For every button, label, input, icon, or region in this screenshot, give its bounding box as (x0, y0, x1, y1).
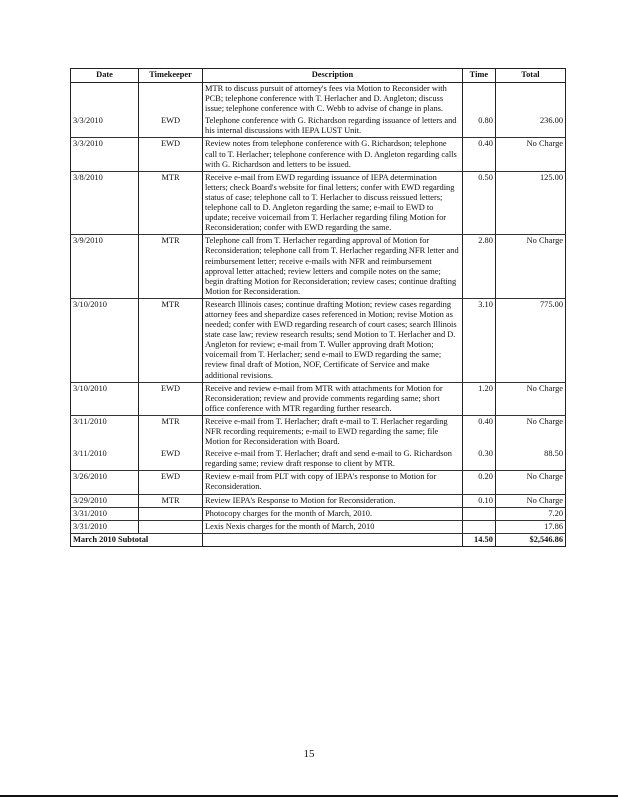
subtotal-row (71, 533, 566, 546)
row-total: 17.86 (495, 520, 565, 533)
row-time: 0.80 (462, 115, 495, 138)
row-timekeeper (139, 507, 203, 520)
bottom-rule (0, 795, 618, 797)
table-row (71, 235, 566, 299)
row-total: No Charge (495, 382, 565, 415)
row-timekeeper: MTR (139, 415, 203, 448)
row-total: No Charge (495, 494, 565, 507)
row-time (462, 83, 495, 116)
row-total: 88.50 (495, 448, 565, 471)
row-timekeeper: EWD (139, 382, 203, 415)
table-row (71, 520, 566, 533)
row-date: 3/31/2010 (71, 507, 139, 520)
row-description: Review IEPA's Response to Motion for Reconsideration. (203, 494, 463, 507)
row-description: Research Illinois cases; continue drafting Motion; review cases regarding attorney fees and shepardize cases referenced in Motion; revise Motion as needed; confer with EWD regarding research of court cases; search Illinois state case law; review research results; send Motion to T. Herlacher and D. Angleton for review; e-mail from T. Wuller approving draft Motion; voicemail from T. Herlacher; send e-mail to EWD regarding the same; review final draft of Motion, NOF, Certificate of Service and make additional revisions. (203, 298, 463, 382)
row-time (462, 520, 495, 533)
row-description: MTR to discuss pursuit of attorney's fees via Motion to Reconsider with PCB; telephone conference with T. Herlacher and D. Angleton; discuss issue; telephone conference with C. Webb to advise of change in plans. (203, 83, 463, 116)
row-date: 3/10/2010 (71, 382, 139, 415)
row-date: 3/31/2010 (71, 520, 139, 533)
row-timekeeper: MTR (139, 298, 203, 382)
row-total: No Charge (495, 415, 565, 448)
table-row (71, 298, 566, 382)
table-row (71, 83, 566, 116)
table-row (71, 115, 566, 138)
row-description: Photocopy charges for the month of March, 2010. (203, 507, 463, 520)
row-description: Review notes from telephone conference with G. Richardson; telephone call to T. Herlacher; telephone conference with D. Angleton regarding calls with G. Richardson and letters to be issued. (203, 138, 463, 171)
row-timekeeper: EWD (139, 115, 203, 138)
table-row (71, 494, 566, 507)
row-timekeeper: MTR (139, 494, 203, 507)
header-timekeeper: Timekeeper (139, 69, 203, 83)
row-time: 3.10 (462, 298, 495, 382)
row-description: Telephone call from T. Herlacher regarding approval of Motion for Reconsideration; telephone call from T. Herlacher regarding NFR letter and reimbursement letter; receive e-mails with NFR and reimbursement approval letter attached; review letters and compile notes on the same; begin drafting Motion for Reconsideration; review cases; continue drafting Motion for Reconsideration. (203, 235, 463, 299)
table-row (71, 382, 566, 415)
row-time (462, 507, 495, 520)
row-time: 2.80 (462, 235, 495, 299)
row-timekeeper: MTR (139, 171, 203, 235)
table-row (71, 138, 566, 171)
row-date: 3/3/2010 (71, 138, 139, 171)
subtotal-description (203, 533, 463, 546)
row-timekeeper: EWD (139, 471, 203, 494)
header-date: Date (71, 69, 139, 83)
table-row (71, 507, 566, 520)
row-description: Receive and review e-mail from MTR with attachments for Motion for Reconsideration; review and provide comments regarding same; short office conference with MTR regarding further research. (203, 382, 463, 415)
row-date (71, 83, 139, 116)
table-row (71, 415, 566, 448)
row-description: Receive e-mail from T. Herlacher; draft e-mail to T. Herlacher regarding NFR recording requirements; e-mail to EWD regarding the same; file Motion for Reconsideration with Board. (203, 415, 463, 448)
row-date: 3/9/2010 (71, 235, 139, 299)
subtotal-label: March 2010 Subtotal (71, 533, 203, 546)
table-row (71, 448, 566, 471)
table-header-row (71, 69, 566, 83)
billing-table (70, 68, 566, 547)
row-timekeeper: MTR (139, 235, 203, 299)
row-total: No Charge (495, 471, 565, 494)
row-date: 3/3/2010 (71, 115, 139, 138)
row-total: No Charge (495, 138, 565, 171)
header-time: Time (462, 69, 495, 83)
subtotal-total: $2,546.86 (495, 533, 565, 546)
row-description: Receive e-mail from T. Herlacher; draft and send e-mail to G. Richardson regarding same; review draft response to client by MTR. (203, 448, 463, 471)
row-description: Lexis Nexis charges for the month of March, 2010 (203, 520, 463, 533)
page-number: 15 (303, 748, 315, 760)
row-date: 3/11/2010 (71, 448, 139, 471)
row-date: 3/8/2010 (71, 171, 139, 235)
row-time: 0.10 (462, 494, 495, 507)
table-row (71, 471, 566, 494)
row-total (495, 83, 565, 116)
header-total: Total (495, 69, 565, 83)
row-timekeeper: EWD (139, 138, 203, 171)
row-time: 0.40 (462, 138, 495, 171)
row-date: 3/29/2010 (71, 494, 139, 507)
row-total: 7.20 (495, 507, 565, 520)
row-timekeeper (139, 83, 203, 116)
row-timekeeper (139, 520, 203, 533)
row-description: Review e-mail from PLT with copy of IEPA's response to Motion for Reconsideration. (203, 471, 463, 494)
row-date: 3/10/2010 (71, 298, 139, 382)
row-total: No Charge (495, 235, 565, 299)
row-total: 775.00 (495, 298, 565, 382)
header-description: Description (203, 69, 463, 83)
row-time: 0.30 (462, 448, 495, 471)
row-timekeeper: EWD (139, 448, 203, 471)
row-total: 125.00 (495, 171, 565, 235)
subtotal-time: 14.50 (462, 533, 495, 546)
row-date: 3/26/2010 (71, 471, 139, 494)
table-row (71, 171, 566, 235)
row-description: Receive e-mail from EWD regarding issuance of IEPA determination letters; check Board's website for final letters; confer with EWD regarding status of case; telephone call to T. Herlacher to discuss reissued letters; telephone call to D. Angleton regarding the same; e-mail to EWD to update; receive voicemail from T. Herlacher regarding filing Motion for Reconsideration; confer with EWD regarding the same. (203, 171, 463, 235)
row-time: 0.40 (462, 415, 495, 448)
row-description: Telephone conference with G. Richardson regarding issuance of letters and his internal discussions with IEPA LUST Unit. (203, 115, 463, 138)
row-total: 236.00 (495, 115, 565, 138)
row-time: 0.20 (462, 471, 495, 494)
row-date: 3/11/2010 (71, 415, 139, 448)
row-time: 0.50 (462, 171, 495, 235)
row-time: 1.20 (462, 382, 495, 415)
